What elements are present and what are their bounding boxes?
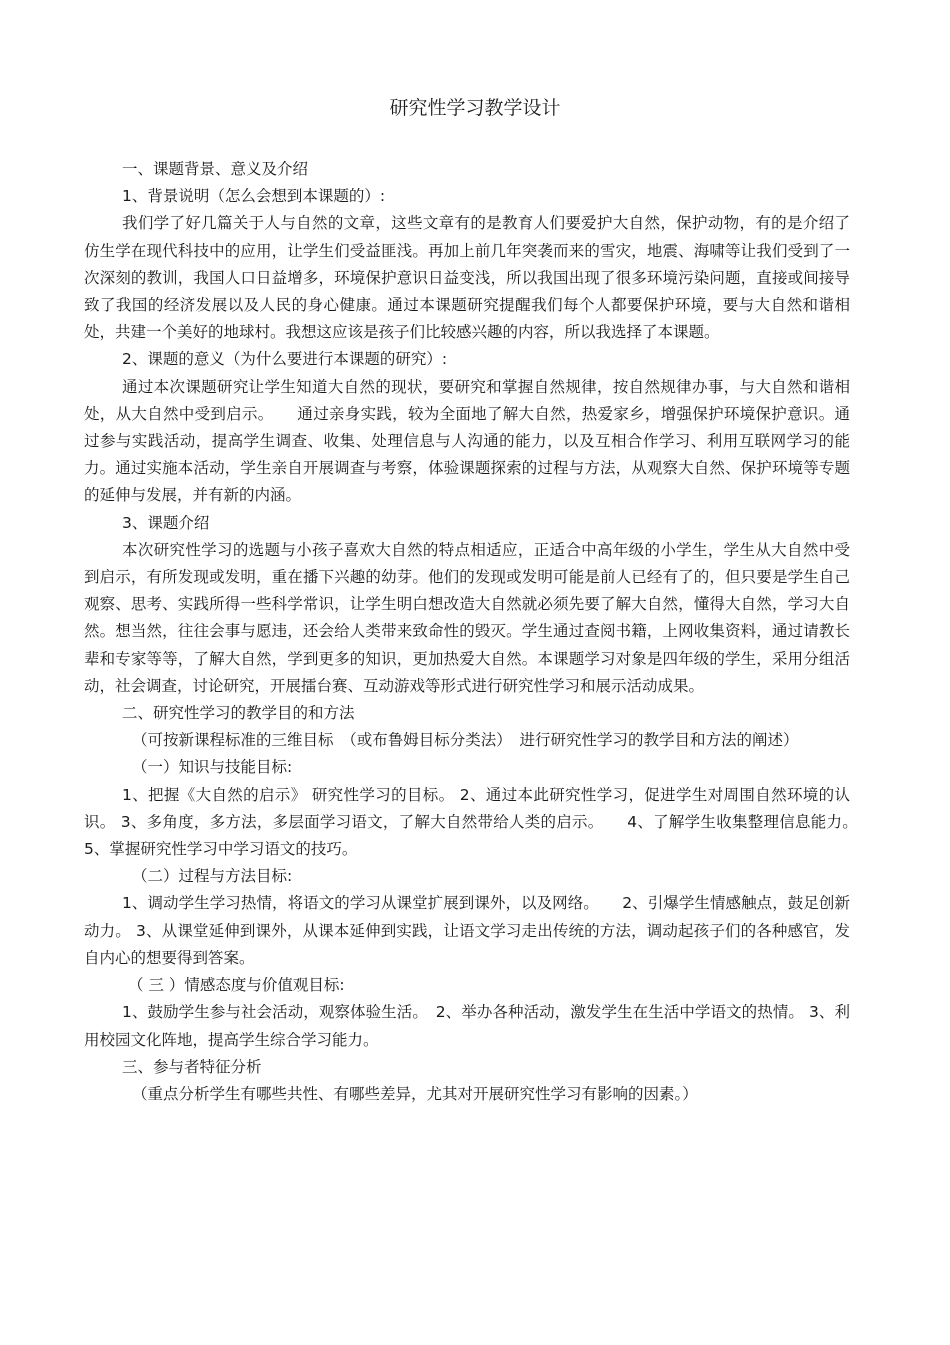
subheading-intro: 3、课题介绍 (122, 513, 210, 532)
document-body (84, 156, 866, 1108)
paragraph-process-goal: 1、调动学生学习热情，将语文的学习从课堂扩展到课外，以及网络。 2、引爆学生情感触点，鼓足创新动力。 3、从课堂延伸到课外，从课本延伸到实践，让语文学习走出传统的方法，调动起孩子们的各种感官，发自内心的想要得到答案。 (84, 894, 850, 967)
section-heading-2: 二、研究性学习的教学目的和方法 (122, 704, 355, 723)
subheading-meaning: 2、课题的意义（为什么要进行本课题的研究）: (122, 350, 448, 369)
paragraph-background: 我们学了好几篇关于人与自然的文章，这些文章有的是教育人们要爱护大自然，保护动物，有的是介绍了仿生学在现代科技中的应用，让学生们受益匪浅。再加上前几年突袭而来的雪灾，地震、海啸等让我们受到了一次深刻的教训，我国人口日益增多，环境保护意识日益变浅，所以我国出现了很多环境污染问题，直接或间接导致了我国的经济发展以及人民的身心健康。通过本课题研究提醒我们每个人都要保护环境，要与大自然和谐相处，共建一个美好的地球村。我想这应该是孩子们比较感兴趣的内容，所以我选择了本课题。 (84, 214, 850, 342)
paragraph-method-note: （可按新课程标准的三维目标 （或布鲁姆目标分类法） 进行研究性学习的教学目和方法的阐述） (132, 731, 799, 750)
subheading-background: 1、背景说明（怎么会想到本课题的）: (122, 187, 386, 206)
paragraph-attitude-goal: 1、鼓励学生参与社会活动，观察体验生活。 2、举办各种活动，激发学生在生活中学语文的热情。 3、利用校园文化阵地，提高学生综合学习能力。 (84, 1003, 850, 1049)
paragraph-participant-note: （重点分析学生有哪些共性、有哪些差异，尤其对开展研究性学习有影响的因素。） (132, 1084, 698, 1103)
paragraph-knowledge-goal: 1、把握《大自然的启示》 研究性学习的目标。 2、通过本此研究性学习，促进学生对周围自然环境的认识。 3、多角度，多方法，多层面学习语文，了解大自然带给人类的启示。 4、了解学生收集整理信息能力。 5、掌握研究性学习中学习语文的技巧。 (84, 785, 866, 859)
subheading-attitude-goal: （ 三 ）情感态度与价值观目标: (128, 976, 345, 995)
section-heading-3: 三、参与者特征分析 (122, 1057, 262, 1076)
document-title: 研究性学习教学设计 (389, 97, 561, 119)
subheading-process-goal: （二）过程与方法目标: (132, 867, 293, 886)
paragraph-intro: 本次研究性学习的选题与小孩子喜欢大自然的特点相适应，正适合中高年级的小学生，学生从大自然中受到启示，有所发现或发明，重在播下兴趣的幼芽。他们的发现或发明可能是前人已经有了的，但只要是学生自己观察、思考、实践所得一些科学常识，让学生明白想改造大自然就必须先要了解大自然，懂得大自然，学习大自然。想当然，往往会事与愿违，还会给人类带来致命性的毁灭。学生通过查阅书籍，上网收集资料，通过请教长辈和专家等等，了解大自然，学到更多的知识，更加热爱大自然。本课题学习对象是四年级的学生，采用分组活动，社会调查，讨论研究，开展擂台赛、互动游戏等形式进行研究性学习和展示活动成果。 (84, 540, 850, 695)
section-heading-1: 一、课题背景、意义及介绍 (122, 160, 309, 178)
paragraph-meaning: 通过本次课题研究让学生知道大自然的现状，要研究和掌握自然规律，按自然规律办事，与大自然和谐相处，从大自然中受到启示。 通过亲身实践，较为全面地了解大自然，热爱家乡，增强保护环境保护意识。通过参与实践活动，提高学生调查、收集、处理信息与人沟通的能力，以及互相合作学习、利用互联网学习的能力。通过实施本活动，学生亲自开展调查与考察，体验课题探索的过程与方法，从观察大自然、保护环境等专题的延伸与发展，并有新的内涵。 (84, 377, 850, 505)
subheading-knowledge-goal: （一）知识与技能目标: (132, 758, 293, 777)
